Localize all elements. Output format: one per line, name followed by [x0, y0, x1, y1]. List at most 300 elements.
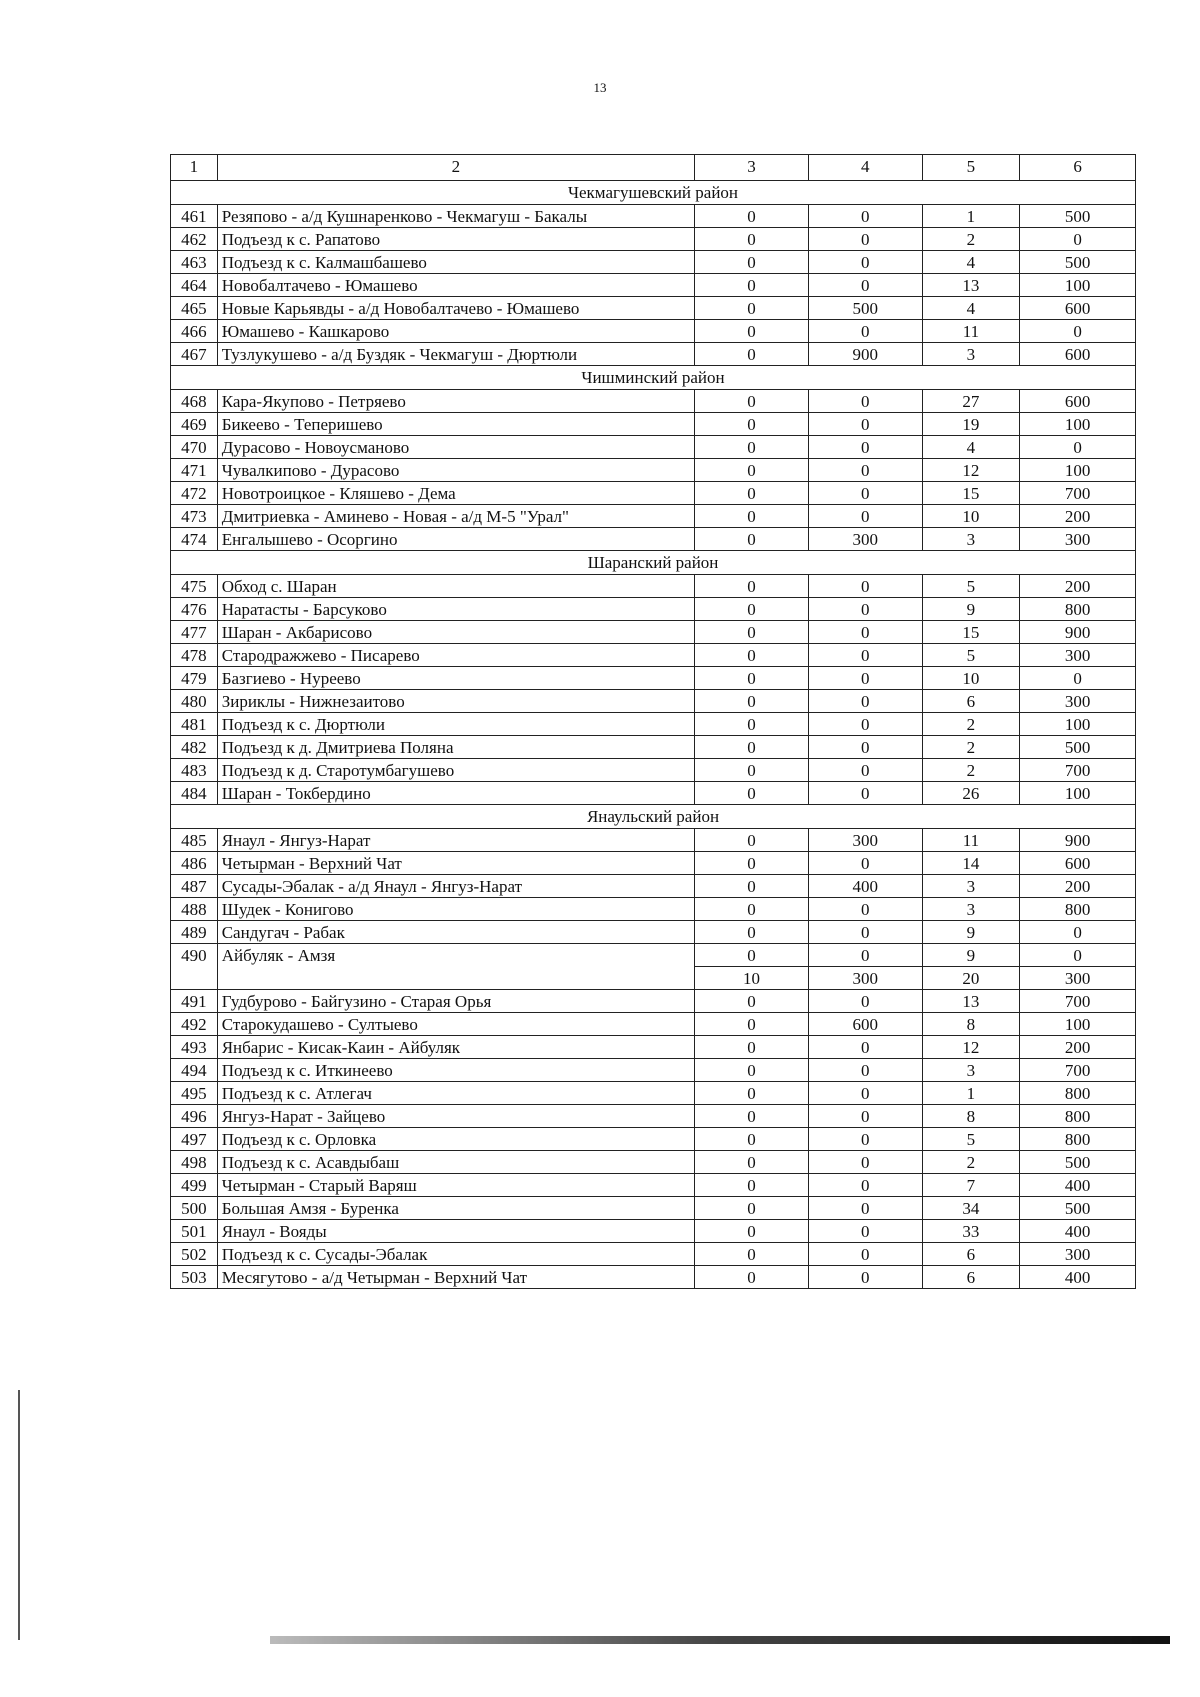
road-name: Подъезд к с. Иткинеево — [217, 1059, 694, 1082]
value-col-3: 0 — [695, 1036, 809, 1059]
district-name: Янаульский район — [171, 805, 1136, 829]
row-number: 491 — [171, 990, 218, 1013]
value-col-4: 0 — [808, 782, 922, 805]
value-col-4: 0 — [808, 621, 922, 644]
road-name: Подъезд к с. Орловка — [217, 1128, 694, 1151]
table-row — [171, 875, 1136, 898]
value-col-3: 0 — [695, 713, 809, 736]
value-col-4: 0 — [808, 690, 922, 713]
value-col-4: 0 — [808, 598, 922, 621]
value-col-6: 300 — [1020, 644, 1136, 667]
value-col-6: 800 — [1020, 1128, 1136, 1151]
value-col-5: 11 — [922, 320, 1020, 343]
value-col-5: 1 — [922, 205, 1020, 228]
value-col-5: 5 — [922, 644, 1020, 667]
table-row — [171, 528, 1136, 551]
road-name: Подъезд к с. Атлегач — [217, 1082, 694, 1105]
value-col-6: 700 — [1020, 759, 1136, 782]
value-col-3: 0 — [695, 436, 809, 459]
value-col-4: 0 — [808, 759, 922, 782]
value-col-5: 12 — [922, 1036, 1020, 1059]
row-number: 496 — [171, 1105, 218, 1128]
row-number: 485 — [171, 829, 218, 852]
row-number: 462 — [171, 228, 218, 251]
road-name: Бикеево - Теперишево — [217, 413, 694, 436]
value-col-4: 0 — [808, 713, 922, 736]
value-col-6: 600 — [1020, 343, 1136, 366]
value-col-4: 0 — [808, 413, 922, 436]
value-col-4: 600 — [808, 1013, 922, 1036]
value-col-4: 0 — [808, 898, 922, 921]
value-col-6: 900 — [1020, 829, 1136, 852]
table-row — [171, 297, 1136, 320]
road-name: Обход с. Шаран — [217, 575, 694, 598]
value-col-6: 0 — [1020, 944, 1136, 967]
header-cell-3: 3 — [695, 155, 809, 181]
value-col-6: 500 — [1020, 251, 1136, 274]
row-number: 471 — [171, 459, 218, 482]
value-col-5: 10 — [922, 505, 1020, 528]
value-col-3: 0 — [695, 228, 809, 251]
value-col-5: 33 — [922, 1220, 1020, 1243]
value-col-6: 100 — [1020, 782, 1136, 805]
district-name: Чишминский район — [171, 366, 1136, 390]
road-name: Подъезд к с. Дюртюли — [217, 713, 694, 736]
row-number: 470 — [171, 436, 218, 459]
table-row — [171, 990, 1136, 1013]
road-name: Подъезд к д. Старотумбагушево — [217, 759, 694, 782]
row-number: 494 — [171, 1059, 218, 1082]
road-name: Шаран - Токбердино — [217, 782, 694, 805]
value-col-3: 0 — [695, 1243, 809, 1266]
value-col-3: 0 — [695, 343, 809, 366]
district-row — [171, 366, 1136, 390]
row-number: 469 — [171, 413, 218, 436]
value-col-5: 15 — [922, 482, 1020, 505]
value-col-3: 0 — [695, 690, 809, 713]
row-number: 464 — [171, 274, 218, 297]
value-col-4: 0 — [808, 505, 922, 528]
value-col-5: 11 — [922, 829, 1020, 852]
value-col-3: 0 — [695, 829, 809, 852]
road-name: Сандугач - Рабак — [217, 921, 694, 944]
header-row — [171, 155, 1136, 181]
road-name: Старокудашево - Султыево — [217, 1013, 694, 1036]
value-col-3: 0 — [695, 390, 809, 413]
table-row — [171, 251, 1136, 274]
road-name: Сусады-Эбалак - а/д Янаул - Янгуз-Нарат — [217, 875, 694, 898]
row-number: 495 — [171, 1082, 218, 1105]
value-col-4: 0 — [808, 667, 922, 690]
row-number: 503 — [171, 1266, 218, 1289]
value-col-6: 0 — [1020, 921, 1136, 944]
value-col-6: 400 — [1020, 1266, 1136, 1289]
value-col-3: 0 — [695, 1174, 809, 1197]
value-col-5: 6 — [922, 690, 1020, 713]
road-name: Большая Амзя - Буренка — [217, 1197, 694, 1220]
value-col-5: 8 — [922, 1013, 1020, 1036]
row-number: 477 — [171, 621, 218, 644]
road-name: Енгалышево - Осоргино — [217, 528, 694, 551]
value-col-6: 400 — [1020, 1174, 1136, 1197]
table-row — [171, 621, 1136, 644]
road-name: Наратасты - Барсуково — [217, 598, 694, 621]
table-row — [171, 852, 1136, 875]
value-col-3: 0 — [695, 1105, 809, 1128]
table-row — [171, 690, 1136, 713]
value-col-3: 0 — [695, 1220, 809, 1243]
row-number: 502 — [171, 1243, 218, 1266]
row-number: 482 — [171, 736, 218, 759]
value-col-3: 10 — [695, 967, 809, 990]
table-row — [171, 1013, 1136, 1036]
value-col-4: 0 — [808, 320, 922, 343]
table-row — [171, 944, 1136, 967]
value-col-4: 0 — [808, 1105, 922, 1128]
value-col-3: 0 — [695, 1059, 809, 1082]
value-col-5: 9 — [922, 944, 1020, 967]
table-row — [171, 436, 1136, 459]
table-row — [171, 898, 1136, 921]
value-col-4: 300 — [808, 528, 922, 551]
value-col-6: 600 — [1020, 297, 1136, 320]
table-row — [171, 1082, 1136, 1105]
value-col-5: 27 — [922, 390, 1020, 413]
value-col-4: 0 — [808, 1197, 922, 1220]
road-name: Четырман - Старый Варяш — [217, 1174, 694, 1197]
value-col-5: 5 — [922, 1128, 1020, 1151]
road-name: Месягутово - а/д Четырман - Верхний Чат — [217, 1266, 694, 1289]
table-row — [171, 459, 1136, 482]
table-row — [171, 713, 1136, 736]
district-name: Шаранский район — [171, 551, 1136, 575]
row-number: 475 — [171, 575, 218, 598]
value-col-4: 0 — [808, 459, 922, 482]
row-number: 492 — [171, 1013, 218, 1036]
value-col-4: 0 — [808, 736, 922, 759]
value-col-6: 100 — [1020, 459, 1136, 482]
value-col-4: 0 — [808, 390, 922, 413]
road-name: Чувалкипово - Дурасово — [217, 459, 694, 482]
value-col-3: 0 — [695, 1082, 809, 1105]
value-col-6: 800 — [1020, 598, 1136, 621]
value-col-5: 20 — [922, 967, 1020, 990]
table-row — [171, 782, 1136, 805]
value-col-5: 26 — [922, 782, 1020, 805]
road-name: Новотроицкое - Кляшево - Дема — [217, 482, 694, 505]
row-number: 473 — [171, 505, 218, 528]
value-col-6: 800 — [1020, 1082, 1136, 1105]
table-row — [171, 921, 1136, 944]
value-col-4: 300 — [808, 967, 922, 990]
value-col-3: 0 — [695, 944, 809, 967]
value-col-6: 0 — [1020, 320, 1136, 343]
value-col-3: 0 — [695, 1197, 809, 1220]
value-col-4: 0 — [808, 1059, 922, 1082]
header-cell-6: 6 — [1020, 155, 1136, 181]
value-col-5: 34 — [922, 1197, 1020, 1220]
value-col-4: 0 — [808, 944, 922, 967]
value-col-3: 0 — [695, 297, 809, 320]
value-col-3: 0 — [695, 921, 809, 944]
value-col-3: 0 — [695, 621, 809, 644]
value-col-3: 0 — [695, 782, 809, 805]
value-col-3: 0 — [695, 1266, 809, 1289]
value-col-6: 600 — [1020, 852, 1136, 875]
value-col-3: 0 — [695, 898, 809, 921]
row-number: 468 — [171, 390, 218, 413]
road-name: Подъезд к с. Рапатово — [217, 228, 694, 251]
value-col-5: 4 — [922, 297, 1020, 320]
row-number: 476 — [171, 598, 218, 621]
row-number: 484 — [171, 782, 218, 805]
road-name: Шаран - Акбарисово — [217, 621, 694, 644]
table-row — [171, 759, 1136, 782]
row-number: 499 — [171, 1174, 218, 1197]
road-name: Янаул - Вояды — [217, 1220, 694, 1243]
value-col-6: 300 — [1020, 690, 1136, 713]
value-col-5: 15 — [922, 621, 1020, 644]
row-number: 461 — [171, 205, 218, 228]
value-col-4: 500 — [808, 297, 922, 320]
road-name: Гудбурово - Байгузино - Старая Орья — [217, 990, 694, 1013]
value-col-5: 4 — [922, 436, 1020, 459]
table-body — [171, 155, 1136, 1289]
row-number: 474 — [171, 528, 218, 551]
row-number: 480 — [171, 690, 218, 713]
value-col-6: 0 — [1020, 667, 1136, 690]
row-number: 479 — [171, 667, 218, 690]
value-col-6: 0 — [1020, 228, 1136, 251]
header-cell-1: 1 — [171, 155, 218, 181]
table-row — [171, 1036, 1136, 1059]
value-col-6: 200 — [1020, 1036, 1136, 1059]
value-col-3: 0 — [695, 1013, 809, 1036]
row-number: 498 — [171, 1151, 218, 1174]
row-number: 467 — [171, 343, 218, 366]
value-col-6: 200 — [1020, 875, 1136, 898]
table-row — [171, 274, 1136, 297]
value-col-5: 2 — [922, 228, 1020, 251]
value-col-5: 4 — [922, 251, 1020, 274]
value-col-6: 500 — [1020, 1151, 1136, 1174]
value-col-5: 3 — [922, 528, 1020, 551]
value-col-5: 13 — [922, 990, 1020, 1013]
row-number: 466 — [171, 320, 218, 343]
value-col-6: 500 — [1020, 205, 1136, 228]
road-name: Юмашево - Кашкарово — [217, 320, 694, 343]
table-row — [171, 829, 1136, 852]
road-name: Айбуляк - Амзя — [217, 944, 694, 990]
value-col-6: 100 — [1020, 413, 1136, 436]
road-name: Шудек - Конигово — [217, 898, 694, 921]
value-col-3: 0 — [695, 598, 809, 621]
row-number: 487 — [171, 875, 218, 898]
value-col-4: 0 — [808, 205, 922, 228]
road-name: Подъезд к с. Калмашбашево — [217, 251, 694, 274]
road-name: Подъезд к с. Сусады-Эбалак — [217, 1243, 694, 1266]
scan-bottom-rule — [270, 1636, 1170, 1644]
value-col-6: 700 — [1020, 482, 1136, 505]
row-number: 486 — [171, 852, 218, 875]
road-name: Стародражжево - Писарево — [217, 644, 694, 667]
value-col-4: 900 — [808, 343, 922, 366]
value-col-6: 300 — [1020, 1243, 1136, 1266]
value-col-5: 3 — [922, 343, 1020, 366]
table-row — [171, 343, 1136, 366]
value-col-3: 0 — [695, 274, 809, 297]
value-col-5: 6 — [922, 1243, 1020, 1266]
district-row — [171, 181, 1136, 205]
table-row — [171, 205, 1136, 228]
value-col-3: 0 — [695, 413, 809, 436]
value-col-4: 0 — [808, 990, 922, 1013]
value-col-3: 0 — [695, 736, 809, 759]
value-col-3: 0 — [695, 644, 809, 667]
value-col-6: 700 — [1020, 1059, 1136, 1082]
value-col-3: 0 — [695, 852, 809, 875]
scan-margin-mark — [18, 1390, 20, 1640]
table-row — [171, 1151, 1136, 1174]
value-col-5: 9 — [922, 921, 1020, 944]
road-name: Базгиево - Нуреево — [217, 667, 694, 690]
road-name: Зириклы - Нижнезаитово — [217, 690, 694, 713]
value-col-6: 600 — [1020, 390, 1136, 413]
road-name: Кара-Якупово - Петряево — [217, 390, 694, 413]
value-col-3: 0 — [695, 528, 809, 551]
table-row — [171, 1243, 1136, 1266]
header-cell-4: 4 — [808, 155, 922, 181]
value-col-4: 0 — [808, 1243, 922, 1266]
table-row — [171, 1174, 1136, 1197]
table-row — [171, 1197, 1136, 1220]
value-col-6: 200 — [1020, 575, 1136, 598]
value-col-3: 0 — [695, 205, 809, 228]
value-col-4: 0 — [808, 1036, 922, 1059]
value-col-3: 0 — [695, 482, 809, 505]
value-col-6: 100 — [1020, 1013, 1136, 1036]
value-col-6: 300 — [1020, 967, 1136, 990]
value-col-5: 12 — [922, 459, 1020, 482]
page-number: 13 — [593, 80, 607, 95]
table-row — [171, 667, 1136, 690]
value-col-4: 0 — [808, 482, 922, 505]
table-row — [171, 1220, 1136, 1243]
road-name: Новобалтачево - Юмашево — [217, 274, 694, 297]
table-row — [171, 1059, 1136, 1082]
value-col-6: 700 — [1020, 990, 1136, 1013]
table-row — [171, 1128, 1136, 1151]
value-col-4: 400 — [808, 875, 922, 898]
row-number: 493 — [171, 1036, 218, 1059]
value-col-4: 300 — [808, 829, 922, 852]
value-col-3: 0 — [695, 667, 809, 690]
value-col-6: 800 — [1020, 1105, 1136, 1128]
value-col-5: 2 — [922, 1151, 1020, 1174]
value-col-5: 6 — [922, 1266, 1020, 1289]
value-col-6: 100 — [1020, 274, 1136, 297]
value-col-6: 500 — [1020, 1197, 1136, 1220]
road-name: Подъезд к с. Асавдыбаш — [217, 1151, 694, 1174]
road-name: Тузлукушево - а/д Буздяк - Чекмагуш - Дюртюли — [217, 343, 694, 366]
value-col-3: 0 — [695, 759, 809, 782]
table-row — [171, 1266, 1136, 1289]
value-col-3: 0 — [695, 990, 809, 1013]
table-row — [171, 505, 1136, 528]
table-row — [171, 390, 1136, 413]
value-col-4: 0 — [808, 1174, 922, 1197]
value-col-3: 0 — [695, 505, 809, 528]
value-col-5: 2 — [922, 713, 1020, 736]
row-number: 472 — [171, 482, 218, 505]
value-col-6: 500 — [1020, 736, 1136, 759]
value-col-5: 5 — [922, 575, 1020, 598]
road-name: Янгуз-Нарат - Зайцево — [217, 1105, 694, 1128]
value-col-4: 0 — [808, 644, 922, 667]
district-name: Чекмагушевский район — [171, 181, 1136, 205]
value-col-5: 8 — [922, 1105, 1020, 1128]
road-name: Новые Карьявды - а/д Новобалтачево - Юмашево — [217, 297, 694, 320]
value-col-4: 0 — [808, 1266, 922, 1289]
table-row — [171, 575, 1136, 598]
header-cell-5: 5 — [922, 155, 1020, 181]
value-col-4: 0 — [808, 251, 922, 274]
value-col-3: 0 — [695, 251, 809, 274]
row-number: 478 — [171, 644, 218, 667]
table-row — [171, 482, 1136, 505]
road-name: Четырман - Верхний Чат — [217, 852, 694, 875]
district-row — [171, 805, 1136, 829]
value-col-6: 900 — [1020, 621, 1136, 644]
value-col-6: 300 — [1020, 528, 1136, 551]
road-name: Дурасово - Новоусманово — [217, 436, 694, 459]
value-col-5: 3 — [922, 898, 1020, 921]
row-number: 463 — [171, 251, 218, 274]
value-col-3: 0 — [695, 575, 809, 598]
value-col-5: 2 — [922, 736, 1020, 759]
table-row — [171, 228, 1136, 251]
table-row — [171, 413, 1136, 436]
value-col-5: 19 — [922, 413, 1020, 436]
row-number: 490 — [171, 944, 218, 990]
table-row — [171, 736, 1136, 759]
value-col-3: 0 — [695, 875, 809, 898]
value-col-5: 2 — [922, 759, 1020, 782]
table-row — [171, 644, 1136, 667]
road-name: Подъезд к д. Дмитриева Поляна — [217, 736, 694, 759]
row-number: 488 — [171, 898, 218, 921]
value-col-5: 14 — [922, 852, 1020, 875]
value-col-4: 0 — [808, 852, 922, 875]
value-col-5: 3 — [922, 1059, 1020, 1082]
value-col-4: 0 — [808, 436, 922, 459]
value-col-6: 400 — [1020, 1220, 1136, 1243]
value-col-4: 0 — [808, 1082, 922, 1105]
table-row — [171, 598, 1136, 621]
row-number: 481 — [171, 713, 218, 736]
value-col-4: 0 — [808, 274, 922, 297]
value-col-5: 13 — [922, 274, 1020, 297]
value-col-6: 800 — [1020, 898, 1136, 921]
value-col-4: 0 — [808, 921, 922, 944]
value-col-6: 200 — [1020, 505, 1136, 528]
value-col-4: 0 — [808, 1128, 922, 1151]
value-col-4: 0 — [808, 228, 922, 251]
row-number: 483 — [171, 759, 218, 782]
value-col-3: 0 — [695, 1128, 809, 1151]
value-col-4: 0 — [808, 575, 922, 598]
district-row — [171, 551, 1136, 575]
